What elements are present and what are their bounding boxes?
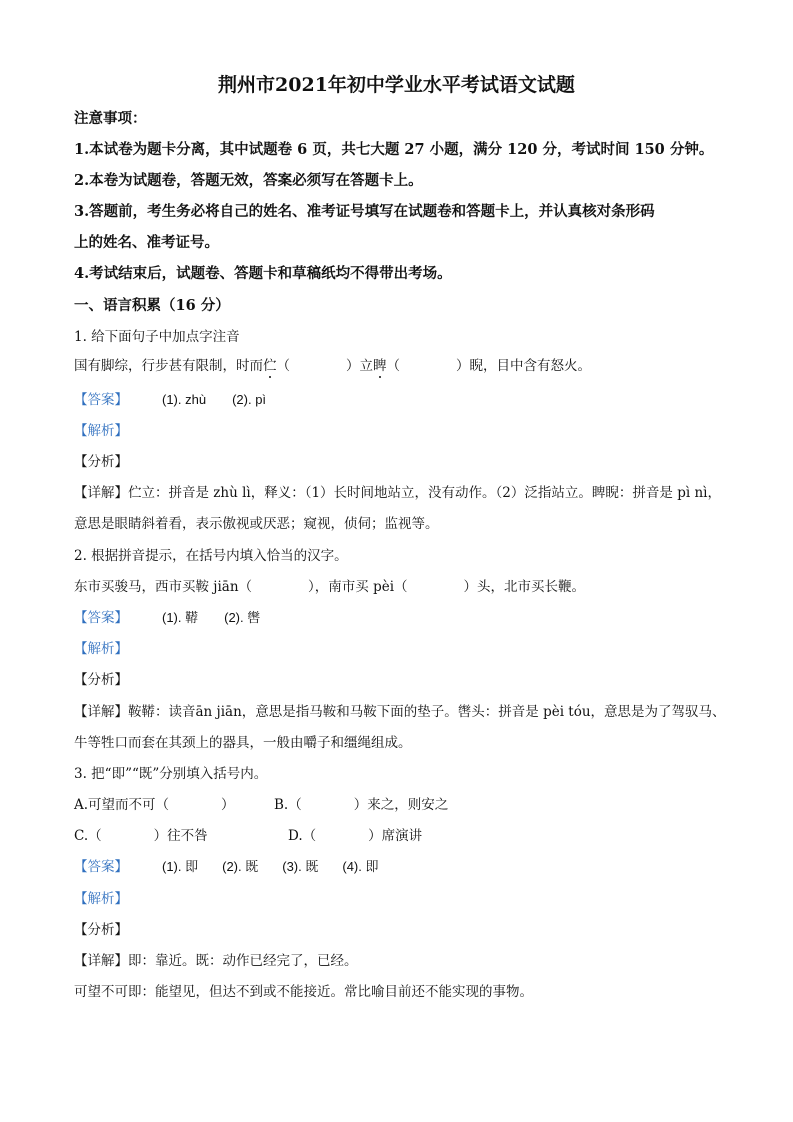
q1-stem: 1. 给下面句子中加点字注音	[74, 329, 240, 345]
notice-item-4: 4.考试结束后，试题卷、答题卡和草稿纸均不得带出考场。	[74, 265, 452, 282]
q3-options-row-1	[74, 796, 448, 814]
q2-fenxi-label: 【分析】	[74, 672, 128, 688]
q2-analysis-label: 【解析】	[74, 641, 128, 657]
q3-answer-3: (3). 既	[282, 859, 319, 874]
q3-option-a: A.可望而不可（ ）	[74, 797, 235, 813]
q3-options-row-2	[74, 827, 422, 845]
q1-text-4: （	[386, 358, 400, 374]
q2-answer-1: (1). 鞯	[162, 610, 199, 625]
q1-text-3: ）立	[346, 358, 373, 374]
answer-label: 【答案】	[74, 610, 128, 626]
q1-sentence	[74, 357, 591, 375]
q3-answer-row	[74, 858, 379, 876]
answer-label: 【答案】	[74, 392, 128, 408]
q2-text-3: ）头，北市买长鞭。	[463, 579, 586, 595]
detail-label: 【详解】	[74, 485, 128, 501]
notice-heading: 注意事项：	[74, 110, 147, 127]
q2-answer-row	[74, 609, 260, 627]
q1-text-2: （	[276, 358, 290, 374]
q2-text-1: 东市买骏马，西市买鞍 jiān（	[74, 579, 253, 595]
q3-option-b: B.（ ）来之，则安之	[274, 797, 449, 813]
q1-fenxi-label: 【分析】	[74, 454, 128, 470]
q1-detail-text-1: 伫立：拼音是 zhù lì，释义：（1）长时间地站立，没有动作。（2）泛指站立。睥睨：拼音是 pì nì，	[128, 485, 721, 501]
q1-detail-line-2: 意思是眼睛斜着看，表示傲视或厌恶；窥视，侦伺；监视等。	[74, 516, 439, 532]
answer-label: 【答案】	[74, 859, 128, 875]
q3-detail-line-1	[74, 952, 358, 970]
q3-option-c: C.（ ）往不咎	[74, 828, 208, 844]
q2-stem: 2. 根据拼音提示，在括号内填入恰当的汉字。	[74, 548, 348, 564]
q2-answer-2: (2). 辔	[224, 610, 261, 625]
q3-fenxi-label: 【分析】	[74, 922, 128, 938]
q3-option-d: D.（ ）席演讲	[288, 828, 423, 844]
notice-item-3: 3.答题前，考生务必将自己的姓名、准考证号填写在试题卷和答题卡上，并认真核对条形码	[74, 203, 655, 220]
q1-answer-1: (1). zhù	[162, 392, 207, 407]
page-title: 荆州市2021年初中学业水平考试语文试题	[218, 74, 575, 96]
q2-sentence	[74, 578, 585, 596]
q3-detail-text-1: 即：靠近。既：动作已经完了，已经。	[128, 953, 358, 969]
q1-detail-line-1	[74, 484, 721, 502]
q3-answer-4: (4). 即	[342, 859, 379, 874]
detail-label: 【详解】	[74, 704, 128, 720]
q2-detail-line-2: 牛等牲口而套在其颈上的器具，一般由嚼子和缰绳组成。	[74, 735, 412, 751]
q1-text-5: ）睨，目中含有怒火。	[456, 358, 591, 374]
q3-answer-2: (2). 既	[222, 859, 259, 874]
q2-detail-text-1: 鞍鞯：读音ān jiān，意思是指马鞍和马鞍下面的垫子。辔头：拼音是 pèi tóu，意思是为了驾驭马、	[128, 704, 726, 720]
q3-extra-line: 可望不可即：能望见，但达不到或不能接近。常比喻目前还不能实现的事物。	[74, 984, 533, 1000]
notice-item-3-cont: 上的姓名、准考证号。	[74, 234, 219, 251]
q1-analysis-label: 【解析】	[74, 423, 128, 439]
q1-dotted-char-2: 睥	[373, 358, 387, 374]
q1-text-1: 国有脚综，行步甚有限制，时而	[74, 358, 263, 374]
detail-label: 【详解】	[74, 953, 128, 969]
q3-answer-1: (1). 即	[162, 859, 199, 874]
q3-analysis-label: 【解析】	[74, 891, 128, 907]
q1-answer-2: (2). pì	[232, 392, 267, 407]
q2-detail-line-1	[74, 703, 726, 721]
q3-stem: 3. 把“即”“既”分别填入括号内。	[74, 766, 268, 782]
q2-text-2: ），南市买 pèi（	[308, 579, 408, 595]
q1-dotted-char-1: 伫	[263, 358, 277, 374]
q1-answer-row	[74, 391, 266, 409]
section-heading: 一、语言积累（16 分）	[74, 297, 230, 314]
notice-item-2: 2.本卷为试题卷，答题无效，答案必须写在答题卡上。	[74, 172, 423, 189]
notice-item-1: 1.本试卷为题卡分离，其中试题卷 6 页，共七大题 27 小题，满分 120 分，考试时间 150 分钟。	[74, 141, 714, 158]
